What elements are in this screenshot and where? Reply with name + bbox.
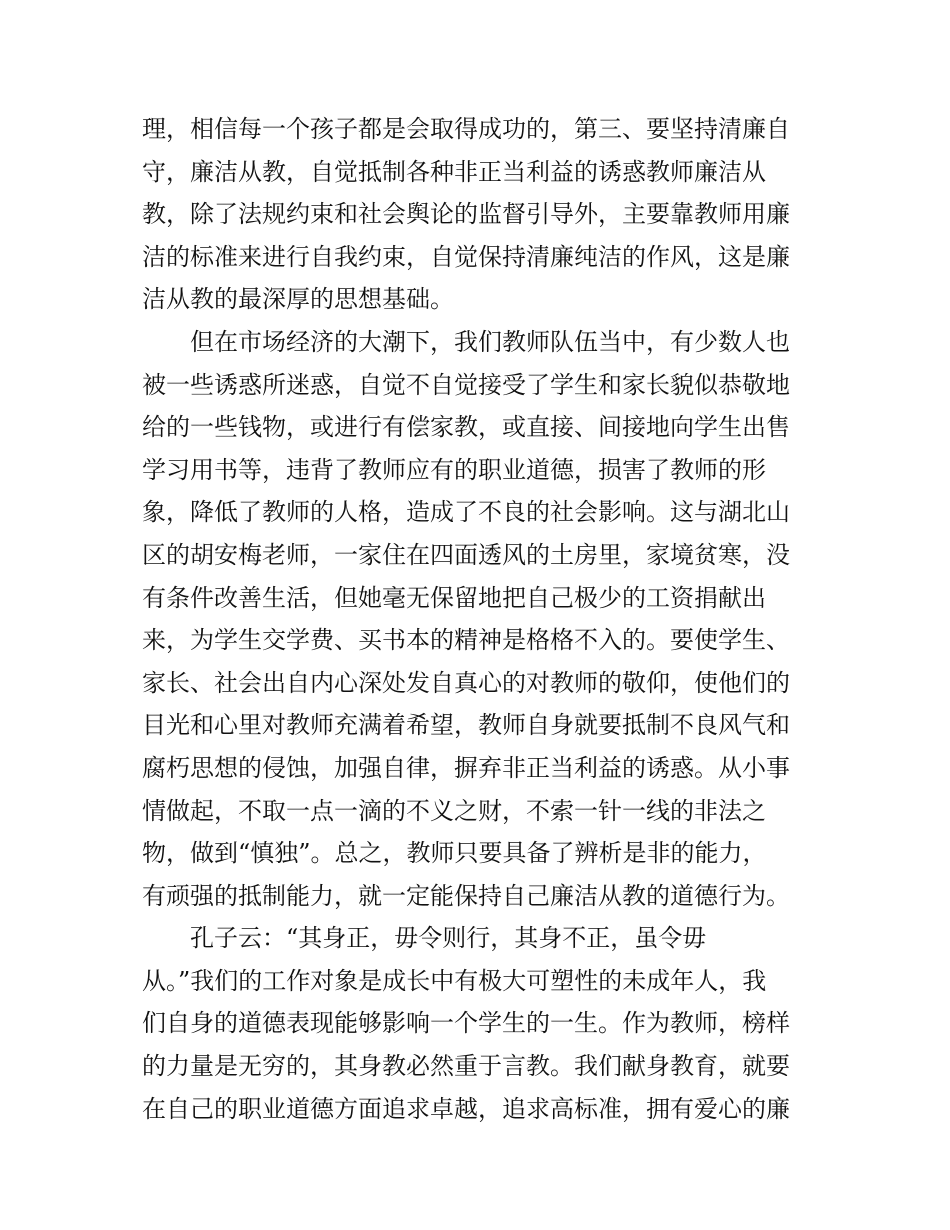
text-line: 学习用书等，违背了教师应有的职业道德，损害了教师的形 (142, 455, 766, 484)
text-line: 被一些诱惑所迷惑，自觉不自觉接受了学生和家长貌似恭敬地 (142, 370, 790, 399)
text-line: 腐朽思想的侵蚀，加强自律，摒弃非正当利益的诱惑。从小事 (142, 753, 790, 782)
document-body (142, 108, 822, 1130)
text-line: 有条件改善生活，但她毫无保留地把自己极少的工资捐献出 (142, 583, 766, 612)
paragraph-1 (142, 108, 822, 321)
text-line: 象，降低了教师的人格，造成了不良的社会影响。这与湖北山 (142, 498, 790, 527)
text-line: 从。”我们的工作对象是成长中有极大可塑性的未成年人，我 (142, 966, 767, 995)
text-line: 教，除了法规约束和社会舆论的监督引导外，主要靠教师用廉 (142, 200, 790, 229)
paragraph-3 (142, 917, 822, 1130)
text-line: 给的一些钱物，或进行有偿家教，或直接、间接地向学生出售 (142, 413, 790, 442)
text-line: 家长、社会出自内心深处发自真心的对教师的敬仰，使他们的 (142, 668, 790, 697)
text-line: 目光和心里对教师充满着希望，教师自身就要抵制不良风气和 (142, 711, 790, 740)
text-line: 洁从教的最深厚的思想基础。 (142, 285, 454, 314)
text-line: 区的胡安梅老师，一家住在四面透风的土房里，家境贫寒，没 (142, 540, 790, 569)
text-line: 在自己的职业道德方面追求卓越，追求高标准，拥有爱心的廉 (142, 1094, 790, 1123)
text-line: 们自身的道德表现能够影响一个学生的一生。作为教师，榜样 (142, 1009, 790, 1038)
text-line: 的力量是无穷的，其身教必然重于言教。我们献身教育，就要 (142, 1052, 790, 1081)
text-line: 理，相信每一个孩子都是会取得成功的，第三、要坚持清廉自 (142, 115, 790, 143)
text-line: 来，为学生交学费、买书本的精神是格格不入的。要使学生、 (142, 626, 790, 655)
text-line: 物，做到“慎独”。总之，教师只要具备了辨析是非的能力， (142, 839, 767, 868)
text-line: 洁的标准来进行自我约束，自觉保持清廉纯洁的作风，这是廉 (142, 242, 790, 271)
paragraph-2 (142, 321, 822, 917)
text-line: 守，廉洁从教，自觉抵制各种非正当利益的诱惑教师廉洁从 (142, 157, 766, 186)
text-line: 有顽强的抵制能力，就一定能保持自己廉洁从教的道德行为。 (142, 881, 790, 910)
text-line: 但在市场经济的大潮下，我们教师队伍当中，有少数人也 (190, 327, 790, 356)
text-line: 孔子云：“其身正，毋令则行，其身不正，虽令毋 (190, 924, 707, 953)
text-line: 情做起，不取一点一滴的不义之财，不索一针一线的非法之 (142, 796, 766, 825)
